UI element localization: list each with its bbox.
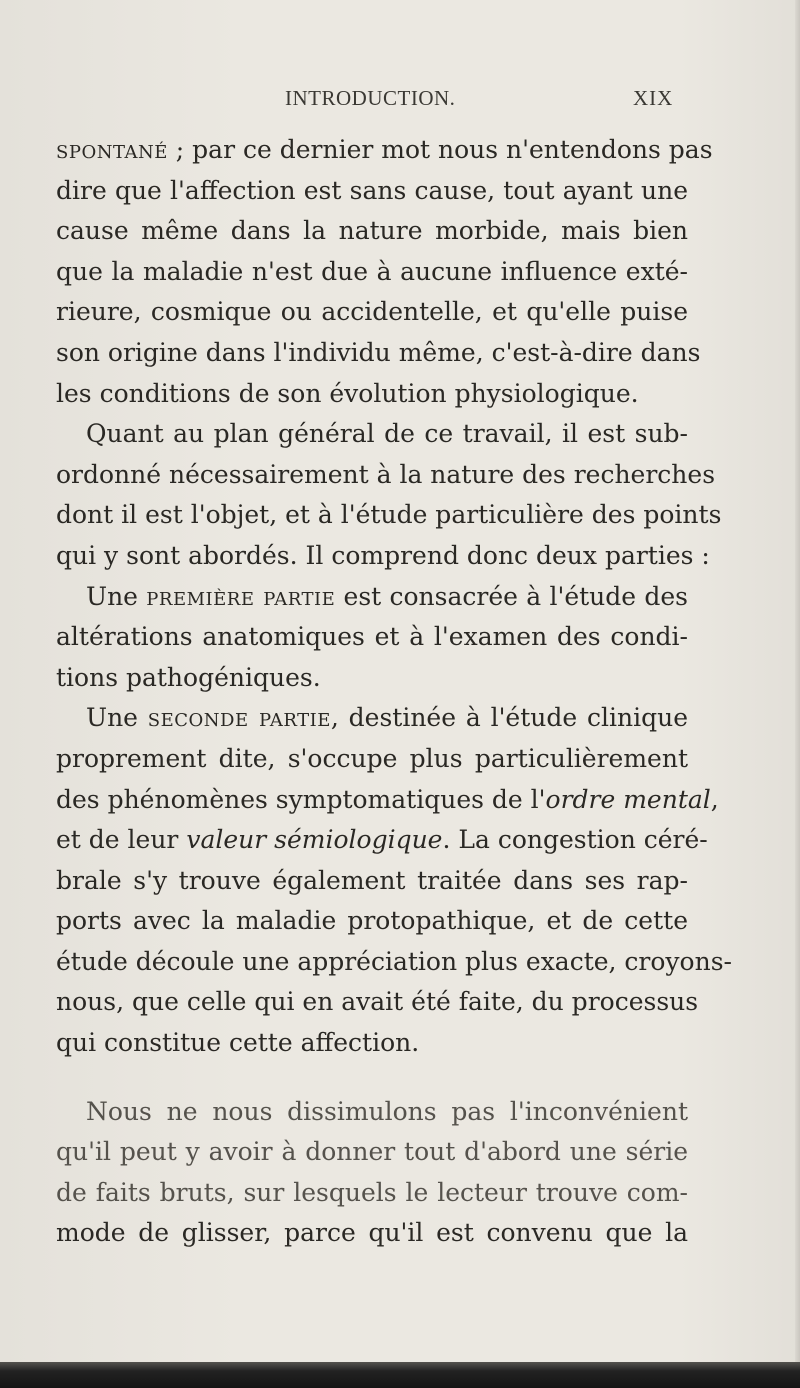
text-line bbox=[56, 698, 688, 739]
text-line: tions pathogéniques. bbox=[56, 662, 321, 692]
text-line: ports avec la maladie protopathique, et de cette bbox=[56, 906, 688, 936]
text-run: , destinée à l'étude clinique bbox=[330, 703, 688, 733]
body-text bbox=[56, 130, 732, 1254]
paragraph-gap bbox=[56, 1064, 688, 1092]
running-title: INTRODUCTION. bbox=[285, 86, 456, 110]
text-line: altérations anatomiques et à l'examen des condi- bbox=[56, 622, 688, 652]
italic-term: ordre mental bbox=[545, 784, 711, 814]
text-run: , bbox=[710, 784, 719, 814]
text-line: dont il est l'objet, et à l'étude particulière des points bbox=[56, 500, 722, 530]
text-line: rieure, cosmique ou accidentelle, et qu'elle puise bbox=[56, 297, 688, 327]
text-line: qu'il peut y avoir à donner tout d'abord une série bbox=[56, 1137, 688, 1167]
italic-term: valeur sémiologique bbox=[186, 825, 443, 855]
small-caps-term: première partie bbox=[146, 581, 336, 611]
text-line: son origine dans l'individu même, c'est-à-dire dans bbox=[56, 337, 701, 367]
text-run: et de leur bbox=[56, 825, 187, 855]
text-run: est consacrée à l'étude des bbox=[335, 581, 688, 611]
text-run: des phénomènes symptomatiques de l' bbox=[56, 784, 546, 814]
small-caps-term: spontané bbox=[56, 135, 168, 164]
text-line: brale s'y trouve également traitée dans ses rap- bbox=[56, 865, 688, 895]
text-line: cause même dans la nature morbide, mais bien bbox=[56, 216, 688, 246]
text-run: . La congestion céré- bbox=[442, 825, 708, 855]
text-line bbox=[56, 820, 708, 861]
text-line: les conditions de son évolution physiologique. bbox=[56, 378, 639, 408]
text-line: mode de glisser, parce qu'il est convenu que la bbox=[56, 1218, 688, 1248]
text-line bbox=[56, 130, 713, 171]
text-line bbox=[56, 780, 719, 821]
text-line: que la maladie n'est due à aucune influence exté- bbox=[56, 256, 688, 286]
scan-bottom-edge bbox=[0, 1362, 800, 1388]
text-line: proprement dite, s'occupe plus particulièrement bbox=[56, 743, 688, 773]
small-caps-term: seconde partie bbox=[147, 703, 331, 733]
text-line: nous, que celle qui en avait été faite, du processus bbox=[56, 987, 699, 1017]
text-run: Une bbox=[86, 581, 147, 611]
text-line: qui constitue cette affection. bbox=[56, 1028, 420, 1058]
text-line bbox=[56, 577, 688, 618]
text-line: Quant au plan général de ce travail, il est sub- bbox=[86, 419, 688, 449]
text-run: ; par ce dernier mot nous n'entendons pas bbox=[167, 135, 713, 164]
text-line: qui y sont abordés. Il comprend donc deux parties : bbox=[56, 540, 710, 570]
text-line: dire que l'affection est sans cause, tout ayant une bbox=[56, 175, 688, 205]
page-number: XIX bbox=[633, 86, 674, 110]
text-line: Nous ne nous dissimulons pas l'inconvénient bbox=[86, 1096, 688, 1126]
text-line: ordonné nécessairement à la nature des recherches bbox=[56, 459, 716, 489]
text-line: de faits bruts, sur lesquels le lecteur trouve com- bbox=[56, 1177, 688, 1207]
running-head bbox=[0, 86, 800, 114]
page-edge bbox=[795, 0, 800, 1388]
text-run: Une bbox=[86, 703, 148, 733]
text-line: étude découle une appréciation plus exacte, croyons- bbox=[56, 946, 732, 976]
